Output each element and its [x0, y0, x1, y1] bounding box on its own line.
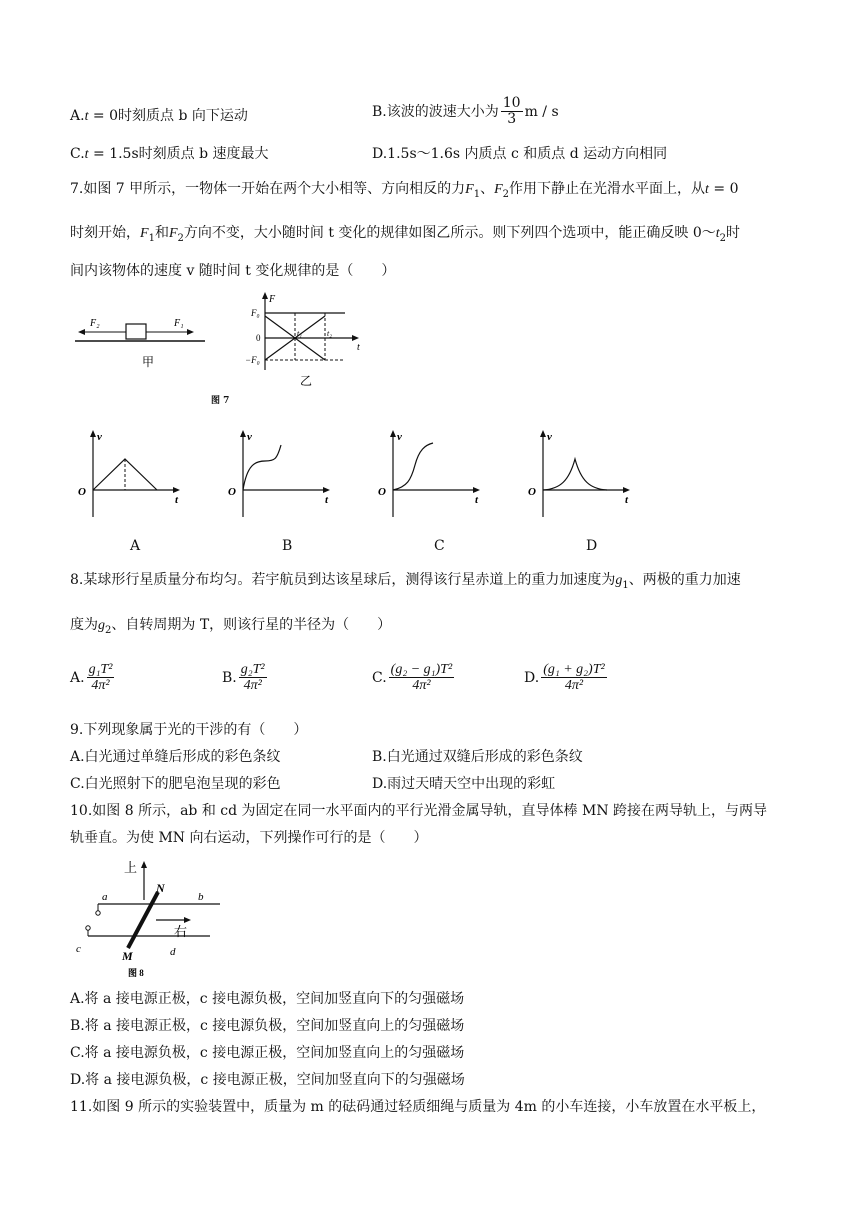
- q7-option-a-label: A: [130, 538, 141, 554]
- q7-option-d-label: D: [586, 538, 598, 554]
- svg-text:O: O: [228, 486, 236, 498]
- q8-option-c: C. $\frac{\text{(g₂ − g₁)T²}}{\text{4π²}}$: [372, 662, 453, 694]
- q7-yi-negf0-label: −F₀: [245, 355, 260, 365]
- q10-d-label: d: [170, 946, 176, 958]
- q7-figure-caption: 图 7: [211, 396, 230, 406]
- q10-option-a: A.将 a 接电源正极，c 接电源负极，空间加竖直向下的匀强磁场: [70, 991, 465, 1007]
- q10-a-label: a: [102, 891, 108, 903]
- q7-graph-d: [525, 425, 640, 525]
- q7-stem-line2: 时刻开始，$F_1$和$F_2$方向不变，大小随时间 t 变化的规律如图乙所示。则下列四个选项中，能正确反映 $0\sim t_2$时: [70, 225, 741, 244]
- svg-text:v: v: [97, 431, 102, 443]
- svg-text:O: O: [528, 486, 536, 498]
- q6-option-b: B.该波的波速大小为 $\frac{10}{3}$ m / s: [372, 95, 559, 128]
- q7-figure-yi: [225, 290, 375, 390]
- q8-stem-line2: 度为$g_2$、自转周期为 T，则该行星的半径为（ ）: [70, 617, 392, 636]
- svg-text:t: t: [175, 494, 179, 506]
- q7-graph-c: [375, 425, 490, 525]
- svg-text:v: v: [397, 431, 402, 443]
- q6-speed-fraction: $\frac{10}{3}$: [502, 95, 521, 128]
- q6-option-d: D.1.5s～1.6s 内质点 c 和质点 d 运动方向相同: [372, 146, 668, 162]
- q7-yi-caption: 乙: [300, 374, 313, 388]
- q7-yi-t1-label: t₁: [297, 329, 303, 338]
- q10-figure-caption: 图 8: [128, 968, 144, 978]
- q9-option-d: D.雨过天晴天空中出现的彩虹: [372, 776, 556, 792]
- q10-stem-line2: 轨垂直。为使 MN 向右运动，下列操作可行的是（ ）: [70, 830, 428, 846]
- q6-option-a: A.t = 0时刻质点 b 向下运动: [70, 108, 248, 124]
- q10-m-label: M: [122, 949, 133, 963]
- q7-jia-f1-label: F₁: [174, 318, 184, 329]
- q7-stem-line1: 7.如图 7 甲所示，一物体一开始在两个大小相等、方向相反的力$F_1$、$F_2$作用下静止在光滑水平面上，从t = 0: [70, 181, 739, 200]
- q7-yi-t-label: t: [357, 342, 360, 353]
- q7-yi-t2-label: t₂: [327, 329, 333, 338]
- q10-option-b: B.将 a 接电源正极，c 接电源负极，空间加竖直向上的匀强磁场: [70, 1018, 465, 1034]
- q7-yi-origin-label: 0: [256, 333, 261, 343]
- q7-yi-f-label: F: [269, 294, 276, 305]
- q8-option-a: A. $\frac{\text{g₁T²}}{\text{4π²}}$: [70, 662, 113, 694]
- q7-figure-jia: [70, 300, 220, 380]
- q6-option-c: C.t = 1.5s时刻质点 b 速度最大: [70, 146, 269, 162]
- q7-graph-b: [225, 425, 340, 525]
- q9-option-a: A.白光通过单缝后形成的彩色条纹: [70, 749, 281, 765]
- q10-b-label: b: [198, 891, 204, 903]
- q7-jia-caption: 甲: [142, 355, 155, 369]
- svg-text:t: t: [475, 494, 479, 506]
- q9-stem: 9.下列现象属于光的干涉的有（ ）: [70, 722, 308, 738]
- q7-option-b-label: B: [282, 538, 293, 554]
- svg-text:O: O: [78, 486, 86, 498]
- q7-option-c-label: C: [434, 538, 445, 554]
- svg-text:t: t: [325, 494, 329, 506]
- q10-n-label: N: [156, 881, 165, 895]
- q11-stem-line1: 11.如图 9 所示的实验装置中，质量为 m 的砝码通过轻质细绳与质量为 4m 的小车连接，小车放置在水平板上，: [70, 1099, 766, 1115]
- q10-stem-line1: 10.如图 8 所示，ab 和 cd 为固定在同一水平面内的平行光滑金属导轨，直导体棒 MN 跨接在两导轨上，与两导: [70, 803, 768, 819]
- svg-text:t: t: [625, 494, 629, 506]
- q10-figure-8: [70, 856, 230, 982]
- q8-option-d: D. $\frac{\text{(g₁ + g₂)T²}}{\text{4π²}}$: [524, 662, 605, 694]
- q7-stem-line3: 间内该物体的速度 v 随时间 t 变化规律的是（ ）: [70, 263, 396, 279]
- q9-option-c: C.白光照射下的肥皂泡呈现的彩色: [70, 776, 281, 792]
- q10-c-label: c: [76, 943, 81, 955]
- q7-yi-f0-label: F₀: [251, 308, 260, 318]
- q10-option-d: D.将 a 接电源负极，c 接电源正极，空间加竖直向下的匀强磁场: [70, 1072, 465, 1088]
- q10-up-label: 上: [124, 860, 138, 875]
- svg-text:v: v: [247, 431, 252, 443]
- q8-stem-line1: 8.某球形行星质量分布均匀。若宇航员到达该星球后，测得该行星赤道上的重力加速度为$g_1$、两极的重力加速: [70, 572, 741, 591]
- q10-option-c: C.将 a 接电源负极，c 接电源正极，空间加竖直向上的匀强磁场: [70, 1045, 465, 1061]
- q10-right-label: 右: [174, 924, 188, 939]
- q8-option-b: B. $\frac{\text{g₂T²}}{\text{4π²}}$: [222, 662, 265, 694]
- q7-jia-f2-label: F₂: [90, 318, 100, 329]
- svg-text:O: O: [378, 486, 386, 498]
- svg-text:v: v: [547, 431, 552, 443]
- q7-graph-a: [75, 425, 190, 525]
- q9-option-b: B.白光通过双缝后形成的彩色条纹: [372, 749, 583, 765]
